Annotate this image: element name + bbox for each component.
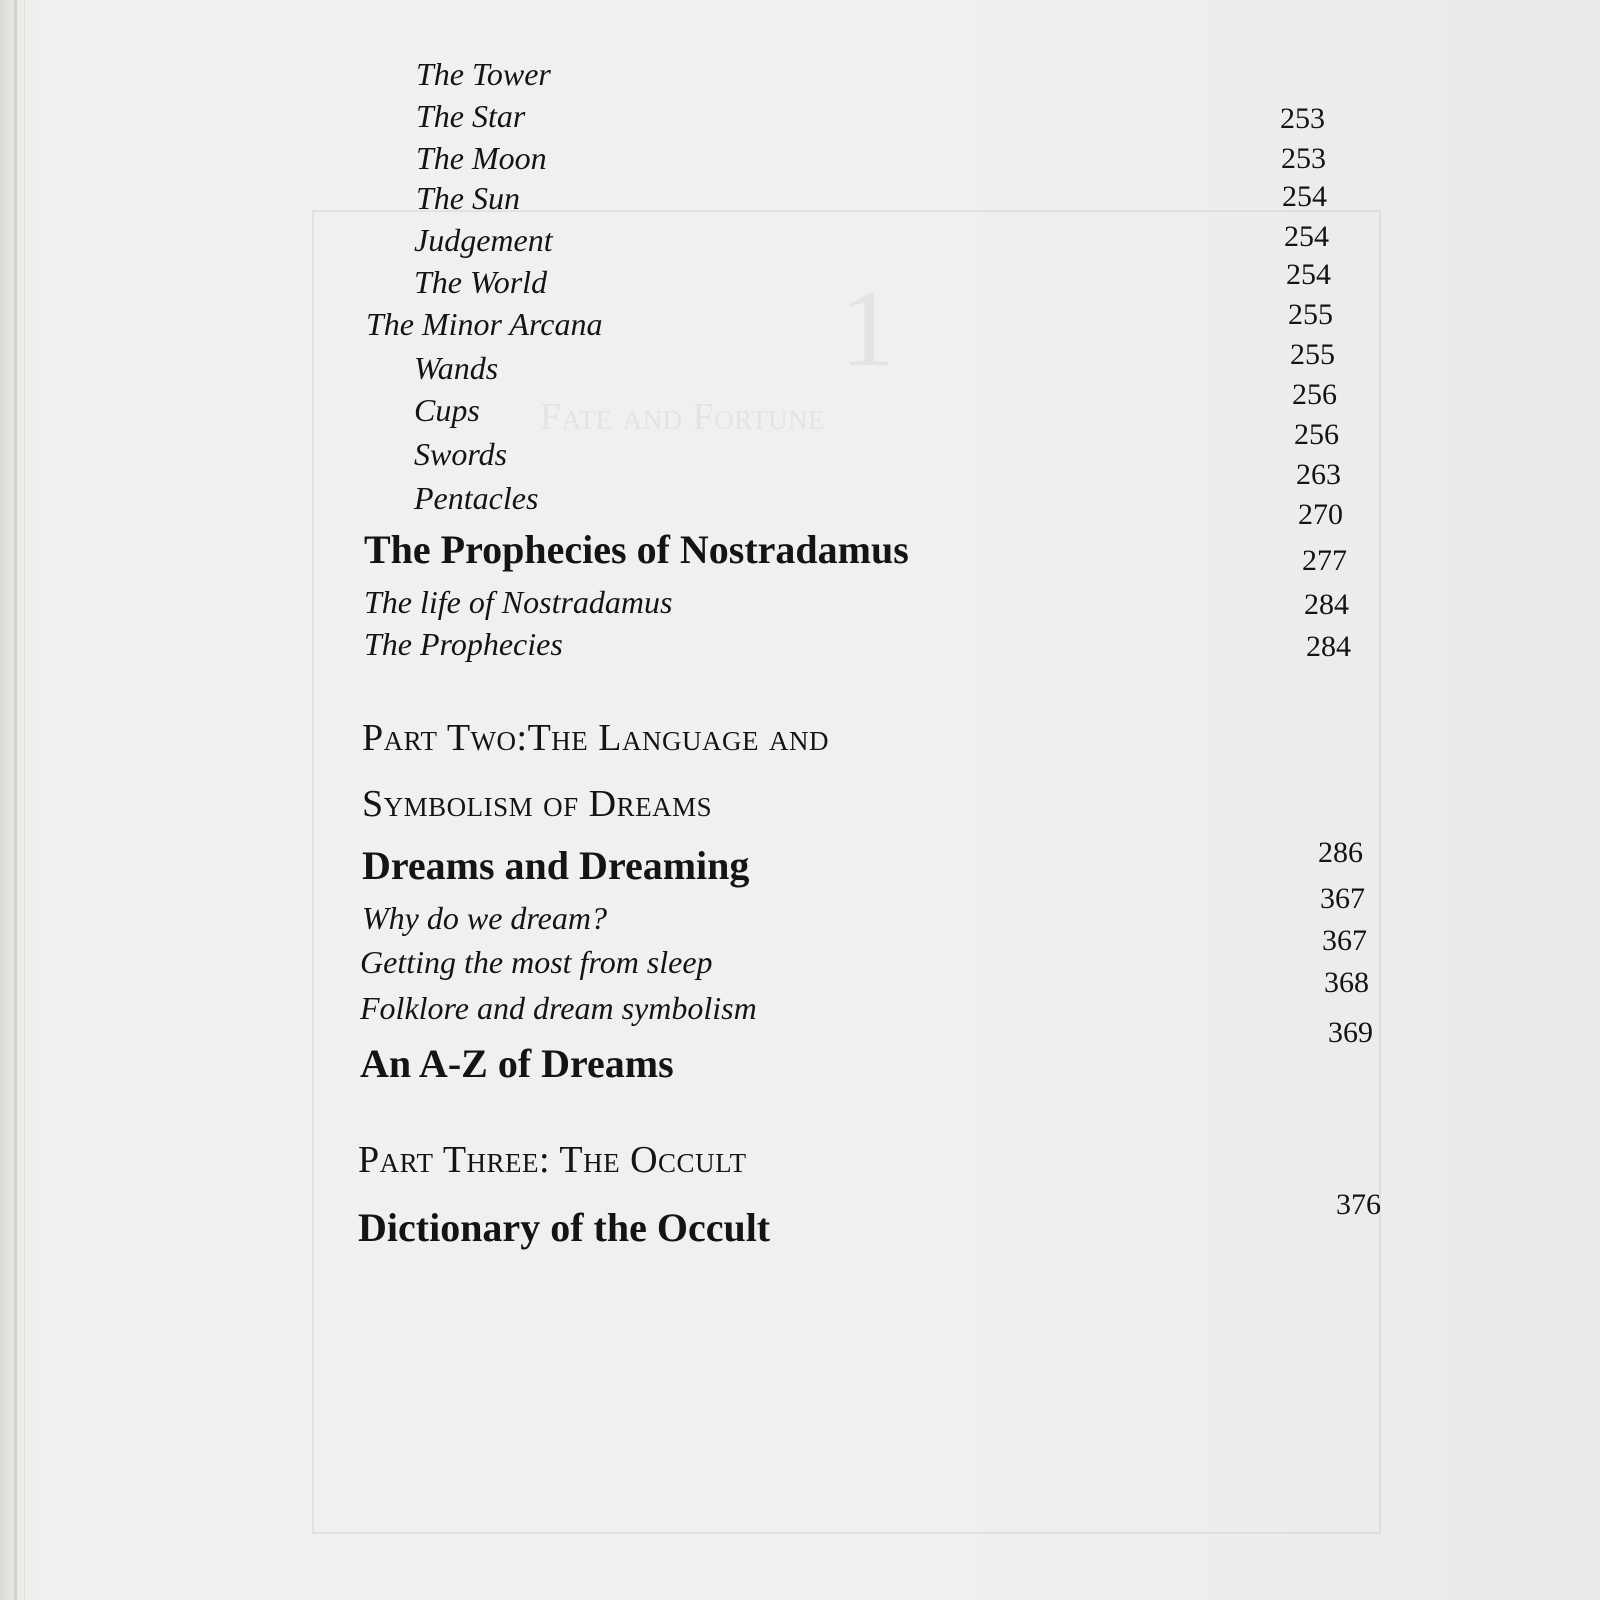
page-number: 254 [1282,180,1327,213]
toc-entry-getting-the-most-from-sleep: Getting the most from sleep [360,944,713,980]
page-number: 263 [1296,458,1341,491]
toc-entry-cups: Cups [414,392,480,428]
page-number: 277 [1302,544,1347,577]
toc-entry-the-minor-arcana: The Minor Arcana [366,306,603,342]
toc-part-three: Part Three: The Occult [358,1139,747,1181]
toc-entry-prophecies-of-nostradamus: The Prophecies of Nostradamus [364,527,909,572]
toc-entry-the-prophecies: The Prophecies [364,626,563,662]
page-number: 284 [1304,588,1349,621]
show-through-chapter-numeral: 1 [840,267,895,389]
show-through-chapter-title: Fate and Fortune [540,396,826,438]
toc-entry-a-z-of-dreams: An A-Z of Dreams [360,1041,674,1086]
page-number: 253 [1280,102,1325,135]
page-number: 376 [1336,1188,1381,1221]
toc-part-two-line-2: Symbolism of Dreams [362,783,713,825]
toc-entry-dictionary-of-the-occult: Dictionary of the Occult [358,1205,771,1250]
page-number: 255 [1288,298,1333,331]
toc-entry-the-sun: The Sun [416,180,520,216]
page-number: 367 [1320,882,1365,915]
toc-part-two-line-1: Part Two:The Language and [362,717,829,759]
page-number: 368 [1324,966,1369,999]
toc-entry-pentacles: Pentacles [414,480,539,516]
page-number: 369 [1328,1016,1373,1049]
toc-entry-why-do-we-dream: Why do we dream? [362,900,607,936]
toc-entry-judgement: Judgement [414,222,553,258]
page-number: 254 [1286,258,1331,291]
toc-entry-swords: Swords [414,436,508,472]
toc-entry-the-world: The World [414,264,548,300]
page-number: 256 [1294,418,1339,451]
toc-entry-folklore-and-dream-symbolism: Folklore and dream symbolism [360,990,757,1026]
page-number: 253 [1281,142,1326,175]
toc-entry-the-moon: The Moon [416,140,547,176]
toc-entry-the-star: The Star [416,98,526,134]
toc-entry-life-of-nostradamus: The life of Nostradamus [364,584,673,620]
toc-entry-dreams-and-dreaming: Dreams and Dreaming [362,843,750,888]
toc-entry-the-tower: The Tower [416,56,551,92]
page-number: 367 [1322,924,1367,957]
page-number: 255 [1290,338,1335,371]
page-number: 256 [1292,378,1337,411]
page-number: 286 [1318,836,1363,869]
page-number: 284 [1306,630,1351,663]
toc-entry-wands: Wands [414,350,499,386]
page-number: 270 [1298,498,1343,531]
page-number: 254 [1284,220,1329,253]
